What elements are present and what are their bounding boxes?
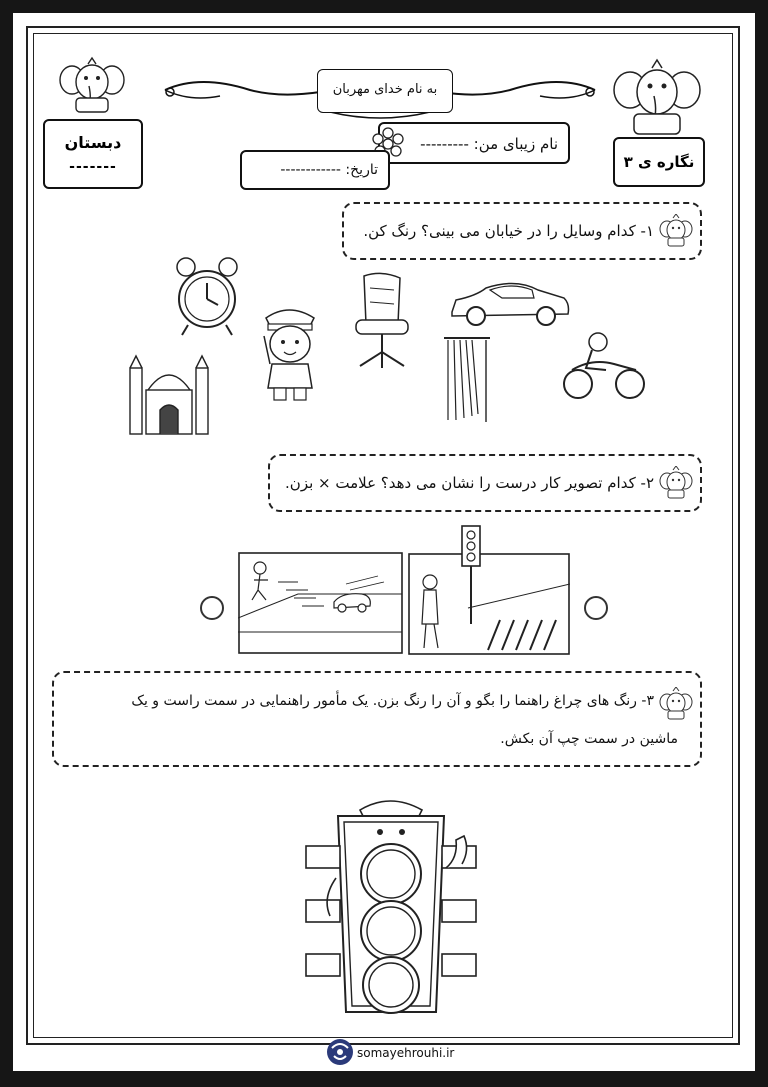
alarm-clock-icon[interactable] <box>170 255 244 337</box>
elephant-mascot-left-icon <box>58 56 126 116</box>
question-3-number: ۳- <box>641 693 654 709</box>
car-icon[interactable] <box>446 276 574 330</box>
correct-crossing-picture[interactable] <box>408 524 570 656</box>
elephant-mascot-right-icon <box>612 56 702 138</box>
name-label: نام زیبای من: <box>473 135 558 153</box>
question-1-text <box>363 222 654 240</box>
date-box[interactable] <box>240 150 390 190</box>
name-blank: --------- <box>420 135 469 153</box>
basmala-box <box>317 69 453 113</box>
date-blank: ------------ <box>280 162 341 178</box>
lesson-title: نگاره ی ۳ <box>623 153 695 171</box>
answer-circle-right[interactable] <box>584 596 608 620</box>
school-name-box[interactable] <box>43 119 143 189</box>
question-2-box <box>268 454 702 512</box>
date-label: تاریخ: <box>345 162 378 178</box>
question-3-prompt-line-2: ماشین در سمت چپ آن بکش. <box>500 731 678 747</box>
elephant-bullet-icon <box>658 466 694 500</box>
elephant-bullet-icon <box>658 687 694 721</box>
site-logo-icon <box>326 1036 354 1068</box>
question-3-prompt-line-1: رنگ های چراغ راهنما را بگو و آن را رنگ بزن. یک مأمور راهنمایی در سمت راست و یک <box>131 693 637 709</box>
answer-circle-left[interactable] <box>200 596 224 620</box>
question-3-box <box>52 671 702 767</box>
elephant-bullet-icon <box>658 214 694 248</box>
school-blank: ------- <box>69 159 117 175</box>
question-2-number: ۲- <box>640 474 654 492</box>
wrong-crossing-picture[interactable] <box>238 552 403 654</box>
question-1-prompt: کدام وسایل را در خیابان می بینی؟ رنگ کن. <box>363 222 636 240</box>
question-1-number: ۱- <box>640 222 654 240</box>
office-chair-icon[interactable] <box>350 272 412 372</box>
question-2-text <box>285 474 654 492</box>
traffic-light-character-drawing[interactable] <box>300 788 482 1020</box>
mosque-icon[interactable] <box>126 346 212 436</box>
site-url[interactable]: somayehrouhi.ir <box>357 1046 455 1060</box>
basmala-text: به نام خدای مهربان <box>332 82 438 97</box>
motorcycle-icon[interactable] <box>558 330 650 402</box>
question-1-box <box>342 202 702 260</box>
date-field <box>280 162 378 178</box>
lesson-title-box <box>613 137 705 187</box>
school-label: دبستان <box>64 133 122 152</box>
question-2-prompt: کدام تصویر کار درست را نشان می دهد؟ علامت × بزن. <box>285 474 636 492</box>
question-3-line-1 <box>131 693 654 709</box>
curtain-icon[interactable] <box>442 334 492 424</box>
traffic-police-boy-icon[interactable] <box>254 302 324 404</box>
name-field <box>420 135 558 153</box>
